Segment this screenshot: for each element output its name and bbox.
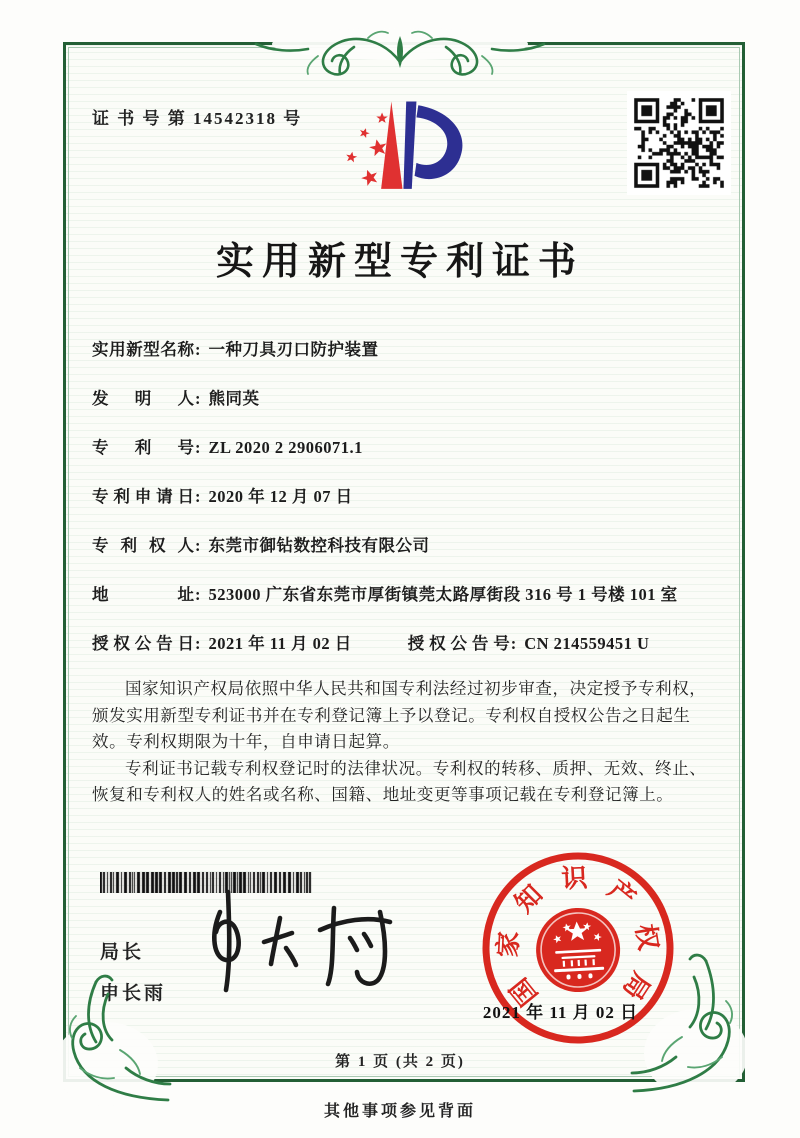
certificate-fields (92, 338, 722, 681)
field-label: 实用新型名称 (92, 340, 194, 359)
commissioner-title: 局长 (100, 942, 145, 963)
field-row-address: 地址: 523000 广东省东莞市厚街镇莞太路厚街段 316 号 1 号楼 101 室 (92, 583, 722, 607)
svg-text:产: 产 (602, 874, 641, 914)
legal-paragraph-2: 专利证书记载专利权登记时的法律状况。专利权的转移、质押、无效、终止、恢复和专利权人的姓名或名称、国籍、地址变更等事项记载在专利登记簿上。 (92, 758, 707, 804)
field-value: 东莞市御钻数控科技有限公司 (208, 536, 430, 555)
field-row-inventor: 发明人: 熊同英 (92, 387, 722, 411)
bottom-left-flourish-ornament (40, 972, 180, 1112)
field-value: CN 214559451 U (524, 634, 650, 653)
logo-blue-p (403, 102, 462, 189)
grant-date-group: 授权公告日: 2021 年 11 月 02 日 (92, 634, 352, 653)
svg-text:家: 家 (493, 930, 524, 959)
field-label: 发明人 (92, 389, 194, 408)
field-row-filing-date: 专利申请日: 2020 年 12 月 07 日 (92, 485, 722, 509)
svg-text:识: 识 (560, 863, 589, 894)
page-number: 第 1 页 (共 2 页) (335, 1054, 465, 1070)
field-label: 专利权人 (92, 536, 194, 555)
field-label: 专利申请日 (92, 487, 194, 506)
commissioner-signature (182, 878, 422, 1013)
field-value: 一种刀具刃口防护装置 (208, 340, 379, 359)
field-label: 地址 (92, 585, 194, 604)
field-label: 授权公告日 (92, 634, 194, 653)
svg-text:权: 权 (630, 922, 664, 953)
field-label: 专利号 (92, 438, 194, 457)
field-row-patent-no: 专利号: ZL 2020 2 2906071.1 (92, 436, 722, 460)
field-label: 授权公告号 (407, 634, 510, 653)
field-value: 523000 广东省东莞市厚街镇莞太路厚街段 316 号 1 号楼 101 室 (208, 585, 678, 604)
national-emblem-icon (534, 906, 622, 994)
svg-text:局: 局 (617, 967, 656, 1005)
cnipa-logo-icon (330, 88, 488, 208)
back-side-note: 其他事项参见背面 (323, 1103, 476, 1120)
field-value: 2021 年 11 月 02 日 (208, 634, 352, 653)
seal-date: 2021 年 11 月 02 日 (482, 1003, 639, 1022)
logo-stars (345, 112, 388, 186)
field-value: 熊同英 (208, 389, 260, 408)
grant-no-group: 授权公告号: CN 214559451 U (408, 634, 650, 653)
certificate-number: 证 书 号 第 14542318 号 (92, 109, 303, 128)
field-value: ZL 2020 2 2906071.1 (208, 438, 363, 457)
top-flourish-ornament (248, 24, 552, 82)
svg-text:国: 国 (504, 972, 544, 1011)
legal-text (92, 676, 720, 809)
field-row-patentee: 专利权人: 东莞市御钻数控科技有限公司 (92, 534, 722, 558)
field-row-grant (92, 632, 722, 656)
field-value: 2020 年 12 月 07 日 (208, 487, 353, 506)
commissioner-name: 申长雨 (100, 983, 167, 1004)
svg-text:知: 知 (509, 879, 549, 919)
certificate-title: 实用新型专利证书 (215, 241, 584, 283)
qr-code-icon (627, 91, 731, 195)
bottom-right-flourish-ornament (622, 945, 762, 1105)
field-row-name: 实用新型名称: 一种刀具刃口防护装置 (92, 338, 722, 362)
legal-paragraph-1: 国家知识产权局依照中华人民共和国专利法经过初步审查，决定授予专利权，颁发实用新型专利证书并在专利登记簿上予以登记。专利权自授权公告之日起生效。专利权期限为十年，自申请日起算。 (92, 679, 707, 751)
